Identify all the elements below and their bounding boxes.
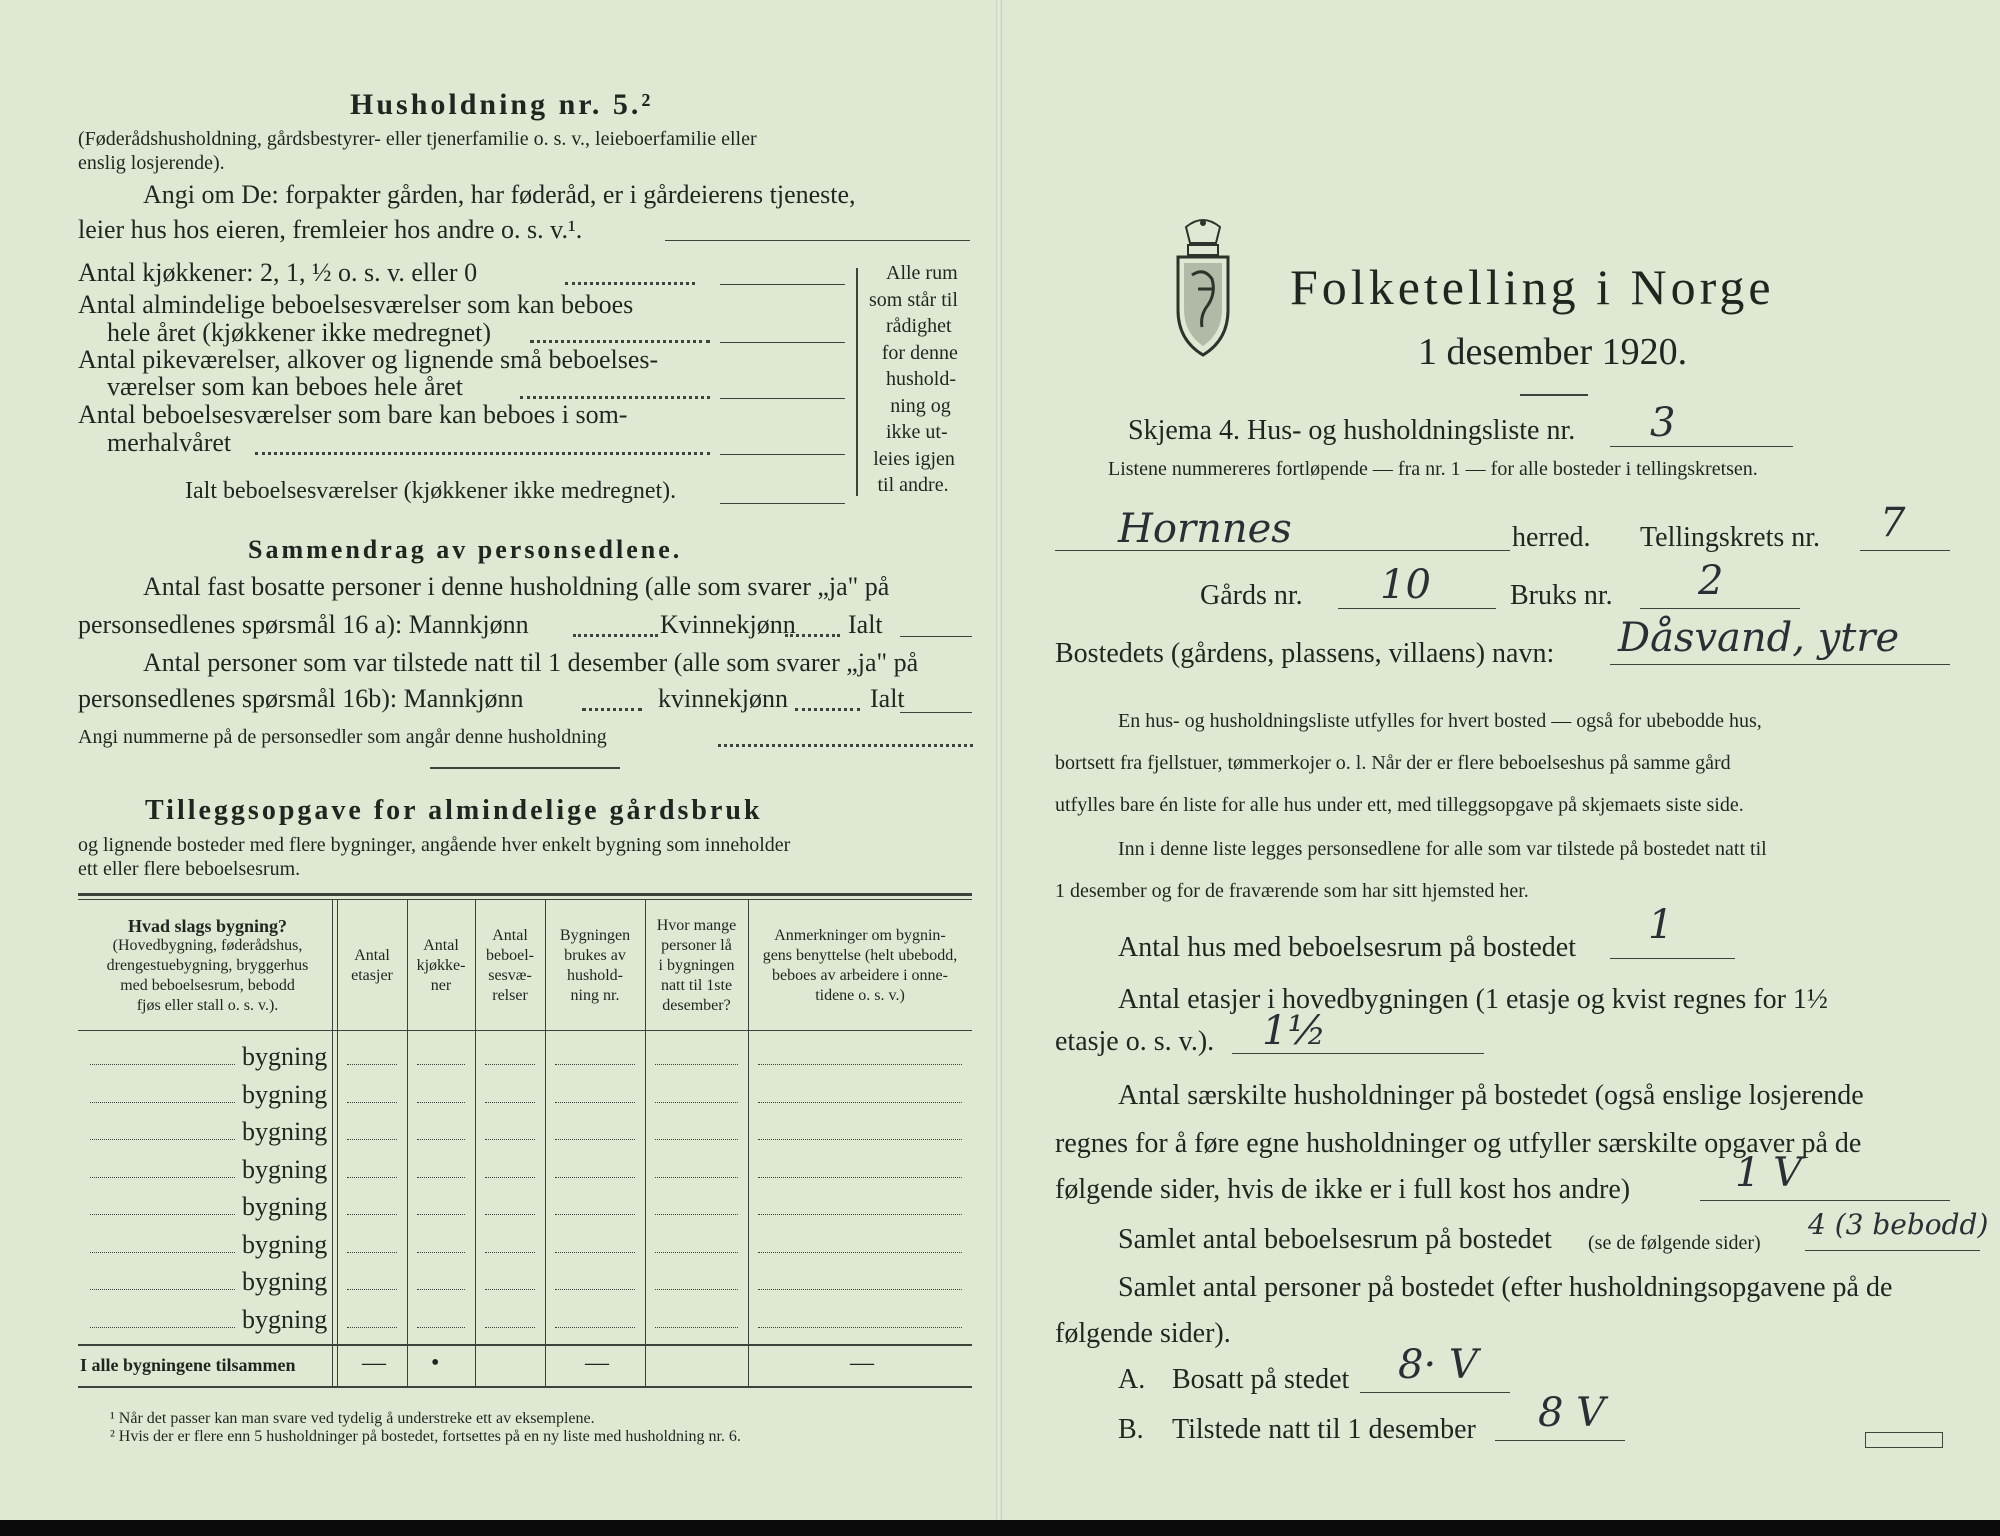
- gards-value: 10: [1380, 562, 1431, 608]
- row-cell-line: [417, 1214, 465, 1215]
- row-cell-line: [485, 1214, 535, 1215]
- rooms-total: Ialt beboelsesværelser (kjøkkener ikke medregnet).: [185, 478, 677, 504]
- row-cell-line: [655, 1214, 738, 1215]
- extra-title: Tilleggsopgave for almindelige gårdsbruk: [145, 795, 763, 826]
- row-cell-line: [758, 1102, 962, 1103]
- row-cell-line: [417, 1139, 465, 1140]
- form-title: Folketelling i Norge: [1290, 259, 1775, 315]
- bosted-line: [1610, 664, 1950, 665]
- row-cell-line: [417, 1252, 465, 1253]
- bosted-value: Dåsvand, ytre: [1618, 615, 1900, 661]
- rooms-line-7: merhalvåret: [107, 428, 232, 457]
- row-cell-line: [347, 1289, 397, 1290]
- summary-answer-2: [900, 712, 972, 713]
- table-header-text: med beboelsesrum, bebodd: [120, 976, 295, 994]
- bosted-label: Bostedets (gårdens, plassens, villaens) navn:: [1055, 638, 1555, 669]
- b-label: B.: [1118, 1414, 1144, 1445]
- rooms-line-4: Antal pikeværelser, alkover og lignende små beboelses-: [78, 345, 659, 374]
- row-cell-line: [485, 1102, 535, 1103]
- row-cell-line: [555, 1214, 635, 1215]
- row-label: bygning: [242, 1304, 328, 1334]
- summary-line-2b: Kvinnekjønn: [660, 610, 796, 639]
- row-cell-line: [555, 1252, 635, 1253]
- table-header-text: Anmerkninger om bygnin-: [774, 926, 946, 944]
- table-header-text: relser: [492, 986, 528, 1004]
- tellingskrets-label: Tellingskrets nr.: [1640, 522, 1821, 553]
- table-header-text: desember?: [662, 996, 731, 1014]
- total-row-label: I alle bygningene tilsammen: [80, 1355, 296, 1375]
- row-cell-line: [485, 1177, 535, 1178]
- dots: [718, 744, 973, 747]
- row-cell-line: [655, 1327, 738, 1328]
- row-cell-line: [485, 1139, 535, 1140]
- row-cell-line: [485, 1327, 535, 1328]
- table-header-text: etasjer: [351, 966, 393, 984]
- angi-answer-line: [665, 240, 970, 241]
- summary-line-5: Angi nummerne på de personsedler som angår denne husholdning: [78, 726, 607, 748]
- side-note-line: hushold-: [886, 368, 956, 390]
- total-row-mark: —: [585, 1350, 609, 1376]
- rooms-line-5: værelser som kan beboes hele året: [107, 372, 463, 401]
- total-row-mark: —: [362, 1350, 386, 1376]
- summary-line-1: Antal fast bosatte personer i denne husholdning (alle som svarer „ja" på: [143, 572, 890, 601]
- left-page: [0, 0, 1000, 1520]
- table-top-rule-2: [78, 899, 972, 900]
- samlet-personer-line-1: Samlet antal personer på bostedet (efter husholdningsopgavene på de: [1118, 1272, 1893, 1303]
- row-cell-line: [347, 1139, 397, 1140]
- row-label: bygning: [242, 1192, 328, 1221]
- side-note-line: leies igjen: [873, 447, 955, 470]
- row-cell-line: [485, 1289, 535, 1290]
- skjema-label: Skjema 4. Hus- og husholdningsliste nr.: [1128, 415, 1576, 446]
- a-line: [1360, 1392, 1510, 1393]
- row-cell-line: [758, 1177, 962, 1178]
- household-title: Husholdning nr. 5.²: [350, 88, 654, 121]
- table-header-text: hushold-: [567, 966, 623, 984]
- form-date: 1 desember 1920.: [1418, 331, 1688, 373]
- row-fill-line: [90, 1139, 235, 1140]
- tellingskrets-value: 7: [1880, 500, 1906, 546]
- table-header-text: Antal: [492, 926, 528, 944]
- antal-hus-label: Antal hus med beboelsesrum på bostedet: [1118, 932, 1577, 963]
- antal-hus-value: 1: [1648, 902, 1674, 948]
- row-cell-line: [417, 1064, 465, 1065]
- right-page: [1000, 0, 2000, 1520]
- table-top-rule: [78, 893, 972, 896]
- bracket: [856, 268, 858, 496]
- table-header-text: tidene o. s. v.): [815, 986, 905, 1004]
- table-header-text: ning nr.: [570, 986, 620, 1004]
- row-cell-line: [655, 1252, 738, 1253]
- row-cell-line: [347, 1102, 397, 1103]
- angi-line-2: leier hus hos eieren, fremleier hos andre o. s. v.¹.: [78, 215, 583, 244]
- samlet-rum-label: Samlet antal beboelsesrum på bostedet: [1118, 1224, 1552, 1255]
- row-fill-line: [90, 1064, 235, 1065]
- dots: [582, 708, 642, 711]
- row-cell-line: [555, 1177, 635, 1178]
- etasjer-line-2: etasje o. s. v.).: [1055, 1026, 1215, 1057]
- dots: [565, 282, 695, 285]
- b-text: Tilstede natt til 1 desember: [1172, 1414, 1476, 1445]
- angi-line-1: Angi om De: forpakter gården, har føderåd, er i gårdeierens tjeneste,: [143, 180, 856, 209]
- antal-hus-line: [1610, 958, 1735, 959]
- side-note-line: rådighet: [886, 315, 952, 337]
- summary-line-4a: personsedlenes spørsmål 16b): Mannkjønn: [78, 684, 524, 713]
- household-subtitle-1: (Føderådshusholdning, gårdsbestyrer- eller tjenerfamilie o. s. v., leieboerfamilie eller: [78, 128, 757, 150]
- instructions-line-2: bortsett fra fjellstuer, tømmerkojer o. l. Når der er flere beboelseshus på samme gård: [1055, 752, 1731, 774]
- divider: [430, 767, 620, 769]
- row-fill-line: [90, 1102, 235, 1103]
- table-header-text: Bygningen: [559, 926, 631, 944]
- row-cell-line: [655, 1102, 738, 1103]
- bruks-label: Bruks nr.: [1510, 580, 1613, 611]
- row-cell-line: [758, 1214, 962, 1215]
- b-value: 8 V: [1538, 1390, 1606, 1436]
- gards-line: [1338, 608, 1496, 609]
- row-cell-line: [347, 1327, 397, 1328]
- etasjer-value: 1½: [1262, 1008, 1327, 1054]
- table-header-text: Antal: [423, 936, 459, 954]
- row-cell-line: [758, 1327, 962, 1328]
- total-row-mark: •: [431, 1350, 440, 1376]
- row-cell-line: [347, 1177, 397, 1178]
- row-cell-line: [417, 1327, 465, 1328]
- row-cell-line: [417, 1289, 465, 1290]
- title-divider: [1520, 394, 1588, 396]
- row-cell-line: [655, 1289, 738, 1290]
- table-header-text: personer lå: [661, 936, 732, 954]
- row-cell-line: [655, 1064, 738, 1065]
- summary-line-4b: kvinnekjønn: [658, 684, 788, 713]
- side-note-line: ikke ut-: [886, 421, 948, 443]
- table-header-text: natt til 1ste: [660, 976, 733, 994]
- row-label: bygning: [242, 1117, 328, 1146]
- household-subtitle-2: enslig losjerende).: [78, 152, 225, 174]
- tellingskrets-line: [1860, 550, 1950, 551]
- row-cell-line: [758, 1064, 962, 1065]
- row-cell-line: [555, 1139, 635, 1140]
- rooms-line-6: Antal beboelsesværelser som bare kan beboes i som-: [78, 400, 628, 429]
- row-fill-line: [90, 1252, 235, 1253]
- table-header-title: Hvad slags bygning?: [127, 915, 288, 936]
- row-fill-line: [90, 1289, 235, 1290]
- summary-line-2a: personsedlenes spørsmål 16 a): Mannkjønn: [78, 610, 529, 639]
- rooms-answer-4: [720, 454, 845, 455]
- rooms-total-answer: [720, 503, 845, 504]
- table-header-text: fjøs eller stall o. s. v.).: [136, 996, 279, 1014]
- row-label: bygning: [242, 1079, 328, 1109]
- samlet-personer-line-2: følgende sider).: [1055, 1318, 1231, 1349]
- samlet-rum-note: (se de følgende sider): [1588, 1232, 1761, 1254]
- bruks-value: 2: [1698, 558, 1724, 604]
- footnote-1: ¹ Når det passer kan man svare ved tydelig å understreke ett av eksemplene.: [110, 1410, 595, 1427]
- row-cell-line: [417, 1177, 465, 1178]
- a-value: 8· V: [1398, 1342, 1478, 1388]
- table-header-text: kjøkke-: [416, 956, 466, 974]
- side-note-line: som står til: [869, 288, 958, 311]
- summary-line-2c: Ialt: [848, 610, 883, 639]
- skjema-value: 3: [1650, 400, 1676, 446]
- row-cell-line: [555, 1289, 635, 1290]
- row-cell-line: [758, 1289, 962, 1290]
- dots: [520, 396, 710, 399]
- row-cell-line: [347, 1214, 397, 1215]
- table-header-text: Antal: [354, 946, 390, 964]
- dots: [530, 340, 710, 343]
- herred-label: herred.: [1512, 522, 1591, 553]
- row-cell-line: [485, 1064, 535, 1065]
- dots: [785, 634, 840, 637]
- instructions-line-3: utfylles bare én liste for alle hus under ett, med tilleggsopgave på skjemaets siste side.: [1055, 794, 1744, 816]
- table-total-rule: [78, 1344, 972, 1346]
- instructions-line-5: 1 desember og for de fraværende som har sitt hjemsted her.: [1055, 880, 1529, 902]
- table-header-text: sesvæ-: [488, 966, 532, 984]
- rooms-line-1: Antal kjøkkener: 2, 1, ½ o. s. v. eller 0: [78, 258, 478, 287]
- gards-label: Gårds nr.: [1200, 580, 1303, 611]
- samlet-rum-value: 4 (3 bebodd): [1808, 1208, 1989, 1241]
- summary-line-3: Antal personer som var tilstede natt til 1 desember (alle som svarer „ja" på: [143, 648, 919, 677]
- printer-stamp: [1865, 1432, 1943, 1448]
- dots: [795, 708, 860, 711]
- etasjer-line-1: Antal etasjer i hovedbygningen (1 etasje og kvist regnes for 1½: [1118, 984, 1828, 1015]
- row-label: bygning: [242, 1042, 328, 1071]
- table-header-text: brukes av: [564, 946, 626, 964]
- summary-answer-1: [900, 636, 972, 637]
- skjema-line: [1610, 446, 1793, 447]
- b-line: [1495, 1440, 1625, 1441]
- rooms-answer-3: [720, 398, 845, 399]
- side-note-line: ning og: [890, 394, 951, 417]
- row-cell-line: [655, 1177, 738, 1178]
- side-note-line: Alle rum: [886, 262, 958, 284]
- instructions-line-1: En hus- og husholdningsliste utfylles for hvert bosted — også for ubebodde hus,: [1118, 710, 1762, 732]
- row-cell-line: [555, 1327, 635, 1328]
- row-cell-line: [758, 1252, 962, 1253]
- row-label: bygning: [242, 1154, 328, 1184]
- rooms-line-2: Antal almindelige beboelsesværelser som kan beboes: [78, 290, 634, 319]
- rooms-answer-1: [720, 284, 845, 285]
- listene-text: Listene nummereres fortløpende — fra nr. 1 — for alle bosteder i tellingskretsen.: [1108, 458, 1758, 480]
- table-header-text: beboel-: [486, 946, 534, 964]
- row-cell-line: [555, 1102, 635, 1103]
- row-cell-line: [347, 1064, 397, 1065]
- row-label: bygning: [242, 1267, 328, 1296]
- summary-title: Sammendrag av personsedlene.: [248, 535, 683, 564]
- row-fill-line: [90, 1214, 235, 1215]
- side-note-line: til andre.: [877, 474, 949, 496]
- rooms-answer-2: [720, 342, 845, 343]
- a-text: Bosatt på stedet: [1172, 1364, 1350, 1395]
- table-header-rule: [78, 1030, 972, 1031]
- table-header-text: gens benyttelse (helt ubebodd,: [762, 946, 958, 964]
- bruks-line: [1640, 608, 1800, 609]
- row-cell-line: [347, 1252, 397, 1253]
- summary-line-4c: Ialt: [870, 684, 905, 713]
- extra-line-1: og lignende bosteder med flere bygninger, angående hver enkelt bygning som inneholder: [78, 834, 791, 856]
- row-cell-line: [758, 1139, 962, 1140]
- table-header-text: beboes av arbeidere i onne-: [772, 966, 948, 984]
- table-header-text: i bygningen: [658, 956, 735, 974]
- dots: [573, 634, 658, 637]
- row-fill-line: [90, 1177, 235, 1178]
- sarskilte-line: [1700, 1200, 1950, 1201]
- instructions-line-4: Inn i denne liste legges personsedlene for alle som var tilstede på bostedet natt til: [1118, 838, 1767, 860]
- extra-line-2: ett eller flere beboelsesrum.: [78, 858, 301, 880]
- row-cell-line: [555, 1064, 635, 1065]
- table-header-text: Hvor mange: [656, 916, 737, 934]
- row-label: bygning: [242, 1229, 328, 1259]
- sarskilte-line-1: Antal særskilte husholdninger på bostedet (også enslige losjerende: [1118, 1080, 1864, 1111]
- table-bottom-rule: [78, 1386, 972, 1388]
- table-header-text: (Hovedbygning, føderådshus,: [112, 936, 303, 954]
- sarskilte-line-3: følgende sider, hvis de ikke er i full kost hos andre): [1055, 1174, 1631, 1205]
- row-fill-line: [90, 1327, 235, 1328]
- rooms-line-3: hele året (kjøkkener ikke medregnet): [107, 318, 492, 347]
- sarskilte-value: 1 V: [1735, 1150, 1803, 1196]
- row-cell-line: [417, 1102, 465, 1103]
- total-row-mark: —: [850, 1350, 874, 1376]
- samlet-rum-line: [1805, 1250, 1980, 1251]
- row-cell-line: [485, 1252, 535, 1253]
- table-header-text: ner: [430, 976, 452, 994]
- footnote-2: ² Hvis der er flere enn 5 husholdninger på bostedet, fortsettes på en ny liste med husholdning nr. 6.: [110, 1428, 741, 1445]
- side-note-line: for denne: [881, 341, 958, 364]
- dots: [255, 452, 710, 455]
- herred-value: Hornnes: [1118, 506, 1292, 552]
- a-label: A.: [1118, 1364, 1146, 1395]
- coat-of-arms-icon: [1172, 215, 1234, 360]
- row-cell-line: [655, 1139, 738, 1140]
- table-header-text: drengestuebygning, bryggerhus: [106, 956, 309, 974]
- sarskilte-line-2: regnes for å føre egne husholdninger og utfyller særskilte opgaver på de: [1055, 1128, 1862, 1159]
